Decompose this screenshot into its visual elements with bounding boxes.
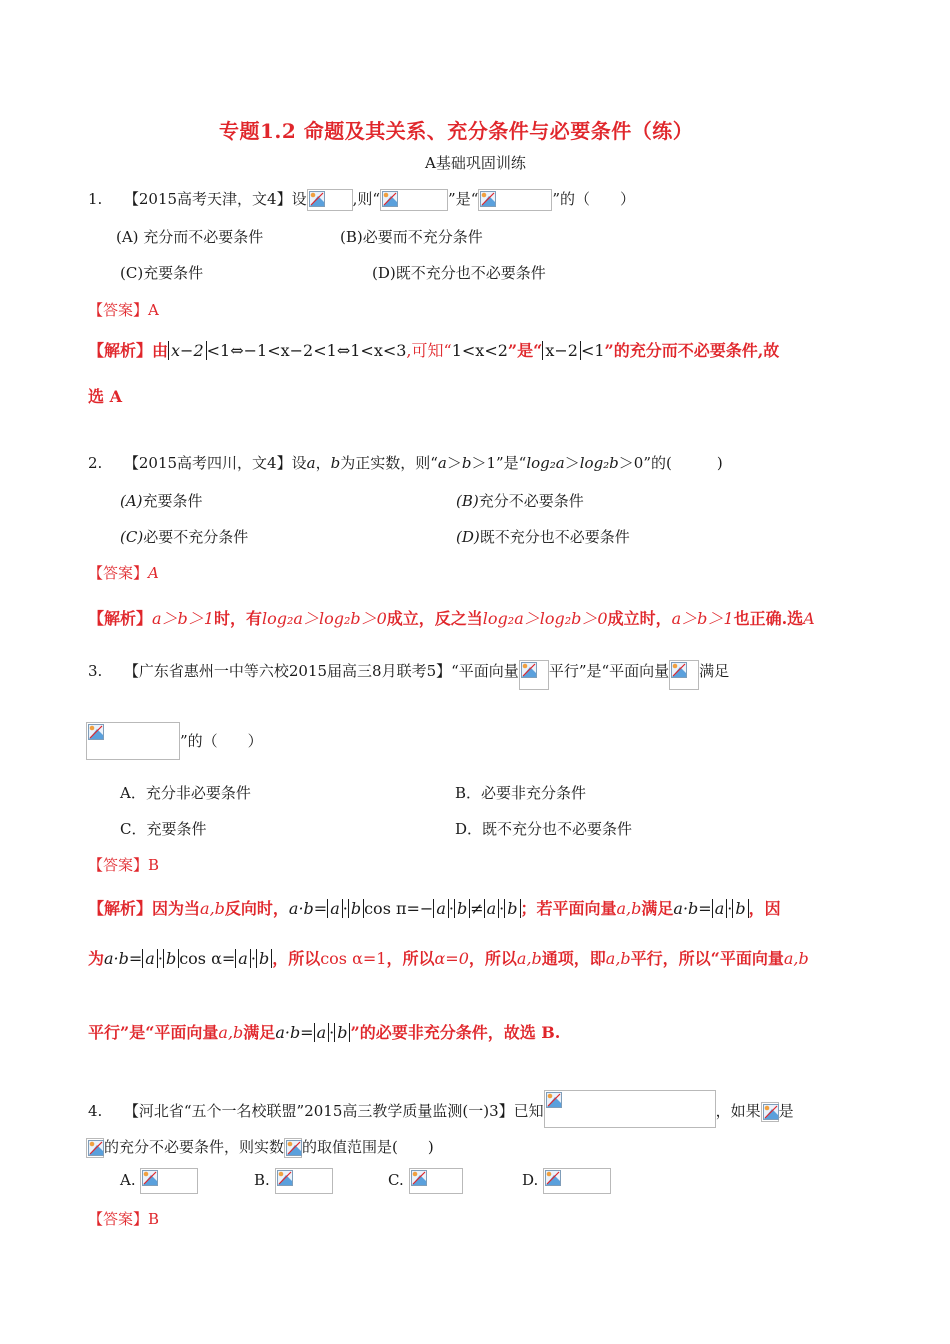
formula-image — [275, 1168, 333, 1194]
math-expression: a,b — [200, 899, 225, 918]
broken-image-icon — [411, 1170, 427, 1186]
math-expression: <1 — [580, 341, 605, 360]
math-expression: · — [727, 899, 733, 918]
question-4-cont — [86, 1136, 434, 1158]
math-expression: cos π=− — [364, 899, 434, 918]
analysis-line — [88, 338, 779, 361]
math-expression: a·b= — [288, 899, 328, 918]
math-expression: a — [712, 899, 728, 918]
option-a: (A) 充分而不必要条件 — [116, 228, 264, 246]
analysis-text: 也正确.选 — [733, 609, 804, 628]
math-expression: · — [448, 899, 454, 918]
analysis-text: ，所以 — [468, 949, 517, 968]
math-expression: a — [433, 899, 449, 918]
question-text: ＞0”的( ) — [618, 454, 723, 472]
option-text: 既不充分也不必要条件 — [479, 528, 630, 546]
analysis-text: 成立，反之当 — [386, 609, 483, 628]
option-c — [120, 526, 248, 547]
math-expression: a,b — [616, 899, 642, 918]
analysis-text: ，所以 — [386, 949, 435, 968]
question-text: 为正实数，则“ — [340, 454, 438, 472]
math-expression: · — [329, 1023, 335, 1042]
broken-image-icon — [142, 1170, 158, 1186]
question-number: 3. — [88, 662, 103, 680]
answer-tag: 【答案】 — [88, 856, 149, 874]
answer-value: B — [148, 856, 160, 874]
question-source: 【广东省惠州一中等六校2015届高三8月联考5】 — [123, 662, 452, 680]
broken-image-icon — [545, 1170, 561, 1186]
question-text: ＞ — [564, 454, 580, 472]
formula-image — [761, 1102, 779, 1122]
math-expression: b — [163, 949, 179, 968]
question-text: 设 — [291, 190, 307, 208]
broken-image-icon — [521, 662, 537, 678]
option-c: C．充要条件 — [120, 820, 207, 838]
math-variable: b — [330, 454, 341, 472]
analysis-line-2 — [88, 946, 809, 969]
math-variable: a — [437, 454, 447, 472]
question-text: 设 — [291, 454, 307, 472]
question-number: 1. — [88, 190, 103, 208]
answer-tag: 【答案】 — [88, 1210, 149, 1228]
answer-value: A — [148, 301, 159, 319]
question-3 — [88, 660, 729, 690]
math-expression: x−2 — [542, 341, 581, 360]
broken-image-icon — [546, 1092, 562, 1108]
analysis-text: ”的充分而不必要条件,故 — [604, 341, 780, 360]
question-text: 满足 — [699, 662, 730, 680]
option-a: A．充分非必要条件 — [120, 784, 251, 802]
option-a — [120, 1168, 198, 1194]
formula-image — [544, 1090, 716, 1128]
analysis-text: ，因 — [748, 899, 781, 918]
answer-line — [88, 1208, 159, 1229]
math-expression: log₂b — [579, 454, 619, 472]
broken-image-icon — [277, 1170, 293, 1186]
analysis-text: 成立时， — [607, 609, 672, 628]
option-letter: B. — [254, 1171, 270, 1189]
question-2 — [88, 452, 723, 473]
analysis-text: ”是“ — [507, 341, 543, 360]
math-expression: a＞b＞1 — [152, 609, 214, 628]
math-expression: a — [314, 1023, 330, 1042]
formula-image — [380, 189, 448, 211]
analysis-text: 平行，所以“平面向量 — [630, 949, 784, 968]
option-text: 必要不充分条件 — [143, 528, 249, 546]
math-variable: A — [803, 609, 815, 628]
math-expression: ≠ — [470, 899, 484, 918]
answer-value: B — [148, 1210, 160, 1228]
analysis-text: ；若平面向量 — [520, 899, 617, 918]
analysis-line — [88, 896, 781, 919]
math-expression: a·b= — [104, 949, 143, 968]
formula-image — [478, 189, 552, 211]
option-letter: D. — [522, 1171, 539, 1189]
answer-tag: 【答案】 — [88, 564, 149, 582]
analysis-text: ,可知“ — [406, 341, 452, 360]
broken-image-icon — [382, 191, 398, 207]
option-b: (B)必要而不充分条件 — [340, 228, 483, 246]
analysis-text: 平行”是“平面向量 — [88, 1023, 219, 1042]
question-text: ， — [315, 454, 331, 472]
question-text: “平面向量 — [451, 662, 519, 680]
analysis-text: 为 — [88, 949, 105, 968]
math-expression: α=0 — [434, 949, 469, 968]
question-source: 【河北省“五个一名校联盟”2015高三教学质量监测(一)3】 — [123, 1102, 514, 1120]
answer-tag: 【答案】 — [88, 301, 149, 319]
question-text: ”的（ ） — [552, 190, 636, 208]
math-expression: a,b — [783, 949, 809, 968]
analysis-tag: 【解析】 — [88, 609, 153, 628]
formula-image — [307, 189, 353, 211]
math-expression: a — [327, 899, 343, 918]
math-expression: a,b — [516, 949, 542, 968]
question-text: ,则“ — [352, 190, 381, 208]
question-text: ”是“ — [448, 190, 479, 208]
broken-image-icon — [763, 1104, 779, 1120]
broken-image-icon — [88, 724, 104, 740]
question-text: ＞ — [446, 454, 462, 472]
math-expression: x−2 — [168, 341, 207, 360]
question-text: ＞1”是“ — [471, 454, 527, 472]
math-expression: · — [250, 949, 256, 968]
answer-value: A — [148, 564, 159, 582]
question-text: ”的（ ） — [180, 732, 263, 750]
option-d: D．既不充分也不必要条件 — [455, 820, 633, 838]
option-b — [254, 1168, 333, 1194]
math-expression: cos α= — [179, 949, 236, 968]
analysis-tag: 【解析】 — [88, 899, 153, 918]
option-d — [522, 1168, 611, 1194]
option-d: (D)既不充分也不必要条件 — [372, 264, 546, 282]
question-3-cont — [86, 722, 263, 760]
math-variable: b — [461, 454, 472, 472]
answer-line — [88, 562, 159, 583]
math-expression: a,b — [218, 1023, 244, 1042]
analysis-line-3 — [88, 1020, 560, 1043]
question-text: 的充分不必要条件，则实数 — [104, 1138, 285, 1156]
analysis-tag: 【解析】 — [88, 341, 153, 360]
question-4 — [88, 1090, 794, 1128]
analysis-text: 由 — [152, 341, 169, 360]
option-letter: C. — [388, 1171, 404, 1189]
math-expression: · — [157, 949, 163, 968]
math-expression: b — [504, 899, 520, 918]
question-text: ，如果 — [715, 1102, 761, 1120]
option-letter: (D) — [456, 528, 480, 546]
question-source: 【2015高考四川，文4】 — [123, 454, 292, 472]
question-number: 2. — [88, 454, 103, 472]
formula-image — [86, 1138, 104, 1158]
page-title: 专题1.2 命题及其关系、充分条件与必要条件（练） — [219, 119, 694, 143]
broken-image-icon — [671, 662, 687, 678]
option-letter: (C) — [120, 528, 144, 546]
math-expression: a·b= — [275, 1023, 314, 1042]
option-c — [388, 1168, 463, 1194]
formula-image — [543, 1168, 611, 1194]
analysis-text: 满足 — [641, 899, 674, 918]
math-expression: <1⇔−1<x−2<1⇔1<x<3 — [206, 341, 407, 360]
math-expression: a·b= — [673, 899, 712, 918]
math-expression: a — [484, 899, 500, 918]
math-expression: b — [348, 899, 364, 918]
analysis-line-2: 选 A — [88, 387, 122, 406]
question-number: 4. — [88, 1102, 103, 1120]
broken-image-icon — [309, 191, 325, 207]
math-expression: · — [499, 899, 505, 918]
math-expression: 1<x<2 — [451, 341, 508, 360]
option-c: (C)充要条件 — [120, 264, 204, 282]
option-text: 充分不必要条件 — [478, 492, 584, 510]
option-letter: (B) — [456, 492, 479, 510]
question-text: 是 — [778, 1102, 794, 1120]
formula-image — [140, 1168, 198, 1194]
math-expression: b — [454, 899, 470, 918]
math-expression: log₂a＞log₂b＞0 — [262, 609, 387, 628]
math-expression: a — [142, 949, 158, 968]
formula-image — [284, 1138, 302, 1158]
analysis-text: ，所以 — [272, 949, 321, 968]
analysis-text: 反向时， — [224, 899, 289, 918]
option-letter: A. — [120, 1171, 136, 1189]
option-b — [456, 490, 584, 511]
analysis-text: 通项，即 — [541, 949, 606, 968]
section-heading: A基础巩固训练 — [425, 154, 526, 172]
analysis-text: 因为当 — [152, 899, 201, 918]
math-expression: b — [256, 949, 272, 968]
math-expression: b — [732, 899, 748, 918]
question-text: 已知 — [513, 1102, 544, 1120]
formula-image — [86, 722, 180, 760]
analysis-text: ”的必要非充分条件，故选 B. — [350, 1023, 561, 1042]
option-letter: (A) — [120, 492, 143, 510]
math-expression: log₂a＞log₂b＞0 — [482, 609, 608, 628]
question-1 — [88, 188, 635, 211]
analysis-text: 满足 — [243, 1023, 276, 1042]
math-expression: log₂a — [526, 454, 565, 472]
math-expression: a,b — [605, 949, 631, 968]
formula-image — [519, 660, 549, 690]
math-expression: a＞b＞1 — [671, 609, 734, 628]
formula-image — [669, 660, 699, 690]
option-d — [456, 526, 630, 547]
answer-line — [88, 854, 159, 875]
broken-image-icon — [88, 1140, 104, 1156]
option-b: B．必要非充分条件 — [455, 784, 587, 802]
broken-image-icon — [286, 1140, 302, 1156]
analysis-text: 时，有 — [213, 609, 262, 628]
answer-line — [88, 299, 159, 320]
option-a — [120, 490, 203, 511]
question-text: 平行”是“平面向量 — [548, 662, 670, 680]
math-expression: b — [334, 1023, 350, 1042]
broken-image-icon — [480, 191, 496, 207]
question-text: 的取值范围是( ) — [302, 1138, 434, 1156]
math-expression: · — [342, 899, 348, 918]
math-variable: a — [306, 454, 316, 472]
option-text: 充要条件 — [142, 492, 203, 510]
question-source: 【2015高考天津，文4】 — [123, 190, 292, 208]
analysis-line — [88, 606, 815, 629]
math-expression: a — [235, 949, 251, 968]
formula-image — [409, 1168, 463, 1194]
math-expression: cos α=1 — [320, 949, 387, 968]
